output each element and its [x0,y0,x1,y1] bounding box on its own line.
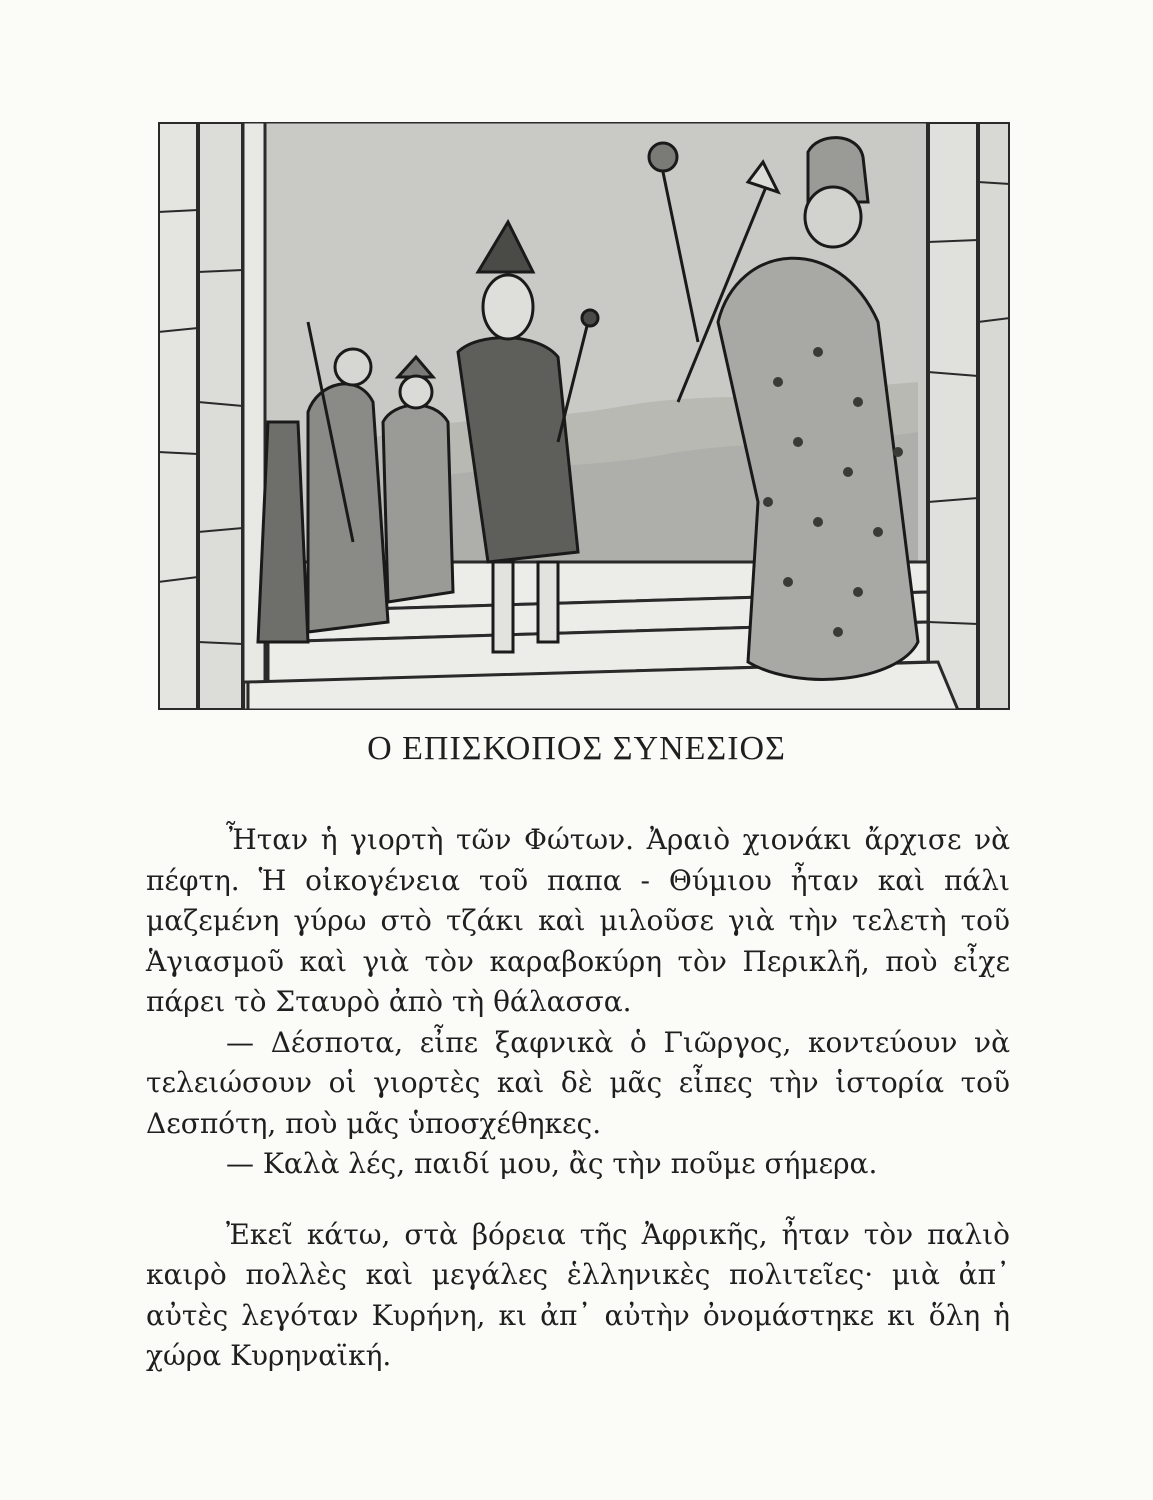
illustration-drawing [158,122,1010,710]
paragraph-4: Ἐκεῖ κάτω, στὰ βόρεια τῆς Ἀφρικῆς, ἦταν τὸν παλιὸ καιρὸ πολλὲς καὶ μεγάλες ἑλληνικὲς πολιτεῖες· μιὰ ἀπ᾽ αὐτὲς λεγόταν Κυρήνη, κι ἀπ᾽ αὐτὴν ὀνομάστηκε κι ὅλη ἡ χώρα Κυρηναϊκή. [146,1217,1010,1372]
paragraph-1: Ἦταν ἡ γιορτὴ τῶν Φώτων. Ἀραιὸ χιονάκι ἄρχισε νὰ πέφτη. Ἡ οἰκογένεια τοῦ παπα - Θύμιου ἦταν καὶ πάλι μαζεμένη γύρω στὸ τζάκι καὶ μιλοῦσε γιὰ τὴν τελετὴ τοῦ Ἁγιασμοῦ καὶ γιὰ τὸν καραβοκύρη τὸν Περικλῆ, ποὺ εἶχε πάρει τὸ Σταυρὸ ἀπὸ τὴ θάλασσα. [146,823,1010,1018]
story-text [146,820,1010,1377]
illustration-bishop-blessing-soldiers [158,122,1010,710]
chapter-title: Ο ΕΠΙΣΚΟΠΟΣ ΣΥΝΕΣΙΟΣ [367,730,786,767]
paragraph-2: — Δέσποτα, εἶπε ξαφνικὰ ὁ Γιῶργος, κοντεύουν νὰ τελειώσουν οἱ γιορτὲς καὶ δὲ μᾶς εἶπες τὴν ἱστορία τοῦ Δεσπότη, ποὺ μᾶς ὑποσχέθηκες. [146,1025,1010,1140]
paragraph-3: — Καλὰ λές, παιδί μου, ἂς τὴν ποῦμε σήμερα. [226,1147,878,1180]
